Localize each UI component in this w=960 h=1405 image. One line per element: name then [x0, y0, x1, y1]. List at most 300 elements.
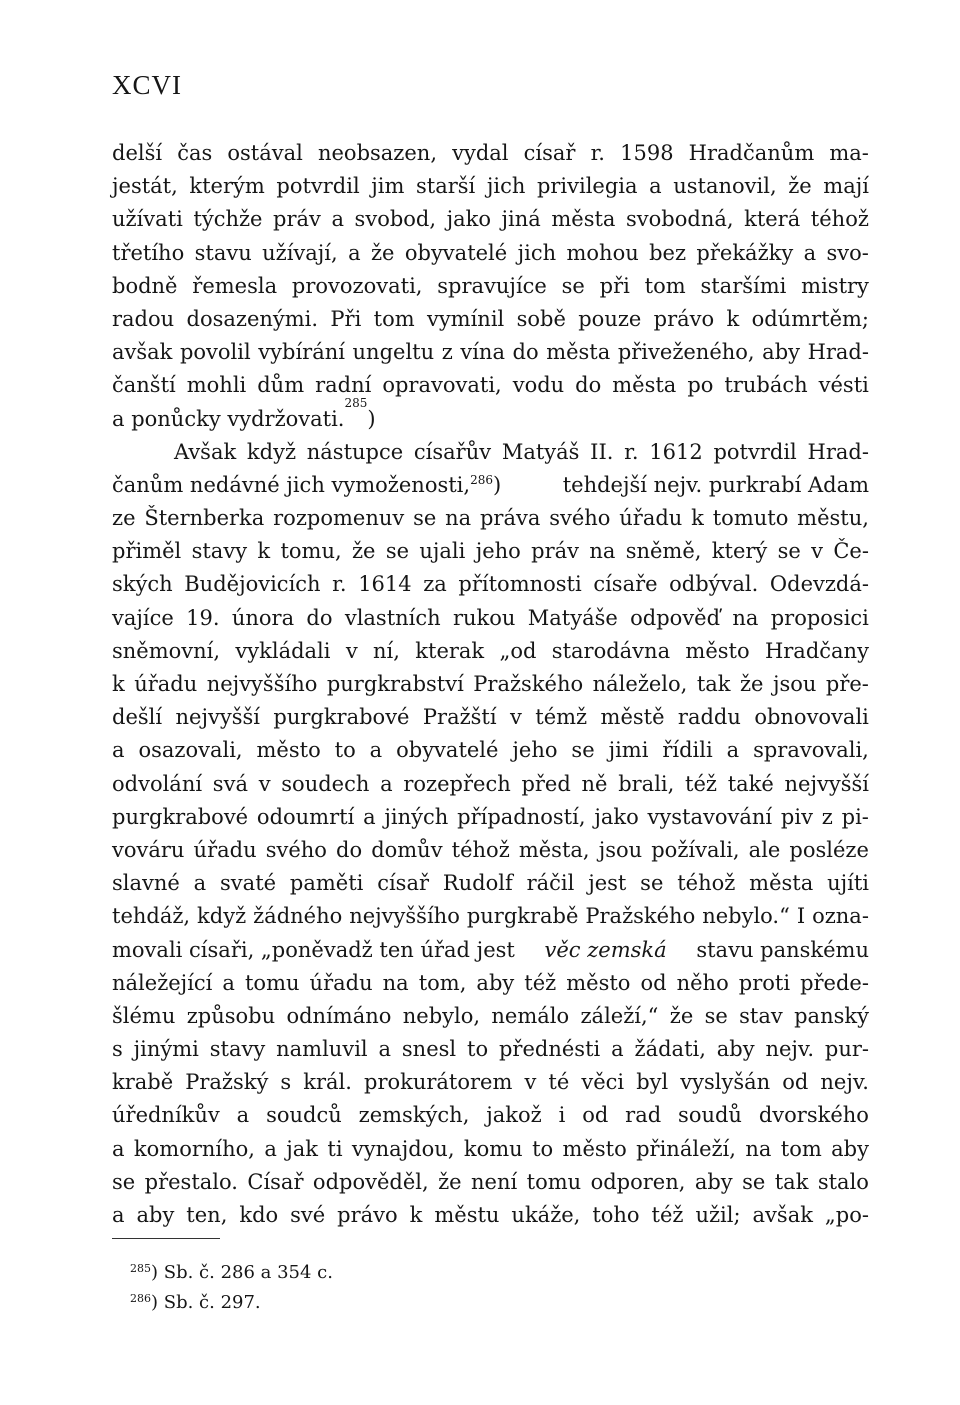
word: jako	[446, 207, 491, 232]
word: náležející	[112, 970, 213, 995]
word: úřadu	[193, 837, 257, 862]
word: do	[512, 340, 539, 365]
word: úřadu	[309, 970, 373, 995]
word: Rudolf	[442, 871, 513, 896]
word: slavné	[112, 871, 180, 896]
word: toho	[592, 1203, 640, 1227]
word: Hradčanům	[688, 141, 815, 165]
word: Šternberka	[144, 506, 265, 531]
word: pouze	[578, 306, 642, 331]
word: trubách	[724, 373, 808, 398]
word: císař	[523, 141, 576, 165]
word: I	[796, 904, 806, 929]
word: svobodná,	[626, 207, 734, 232]
word: Pražského	[585, 904, 696, 929]
word: městu,	[797, 506, 869, 531]
word: šlému	[112, 1003, 176, 1028]
word: vydal	[452, 141, 509, 165]
word: náleželo,	[592, 672, 688, 696]
word: v	[524, 1070, 537, 1095]
word: 1614	[358, 572, 412, 597]
word: čas	[177, 141, 213, 165]
word: ní,	[373, 638, 400, 663]
word: ale	[748, 837, 781, 862]
word: v	[345, 638, 358, 663]
word: Hrad-	[807, 340, 869, 365]
word: ráčil	[526, 871, 575, 896]
word: to	[467, 1037, 489, 1062]
word: raddu	[677, 705, 741, 730]
word: týchže	[193, 207, 263, 232]
word: vína	[460, 340, 505, 365]
word: že	[739, 672, 764, 696]
page-number: XCVI	[112, 70, 182, 100]
word: bodně	[112, 273, 178, 298]
word: zemských,	[358, 1103, 470, 1128]
word: osazovali,	[138, 738, 243, 763]
word: a	[112, 1203, 125, 1227]
word: práv	[531, 539, 579, 564]
word: užil;	[695, 1203, 741, 1227]
word: dvorského	[758, 1103, 869, 1128]
word: který	[711, 539, 768, 564]
text-line	[112, 369, 869, 402]
word: ských	[112, 572, 173, 597]
word: odúmrtěm;	[751, 306, 869, 331]
word: avšak	[112, 340, 173, 365]
word: r.	[590, 141, 605, 165]
word: Matyáše	[527, 605, 618, 630]
text-line	[112, 436, 869, 469]
word: město	[562, 1136, 627, 1161]
word: svobod,	[354, 207, 437, 232]
word: Hradčany	[764, 638, 869, 663]
italic-phrase: věc zemská	[544, 937, 667, 962]
word: práva	[479, 506, 541, 531]
word: se	[742, 1169, 766, 1194]
footnote-286	[130, 1288, 333, 1318]
word: Budějovicích	[184, 572, 321, 597]
word: Císař	[247, 1169, 304, 1194]
word: s	[112, 1037, 123, 1062]
word: jinými	[133, 1037, 199, 1062]
text-line	[112, 900, 869, 933]
word: rad	[625, 1103, 662, 1128]
word: jak	[286, 1136, 319, 1161]
word: února	[231, 605, 295, 630]
word: vlastních	[344, 605, 441, 630]
word: překážky	[696, 240, 794, 265]
word: jeho	[475, 539, 521, 564]
word: a	[363, 804, 376, 829]
word: a	[264, 1136, 277, 1161]
word: nástupce	[306, 439, 404, 464]
word: se	[704, 1003, 728, 1028]
word: ně	[581, 771, 608, 796]
word: brali,	[618, 771, 675, 796]
word: i	[558, 1103, 566, 1128]
word: že	[370, 240, 395, 265]
word: tak	[696, 672, 731, 696]
word: 1598	[620, 141, 674, 165]
word: ze	[112, 506, 136, 531]
word: domův	[371, 837, 443, 862]
word: k	[112, 672, 125, 696]
word: z	[821, 804, 833, 829]
word: tom,	[418, 970, 467, 995]
word: spravovali,	[753, 738, 869, 763]
word: se	[561, 273, 585, 298]
word: avšak	[752, 1203, 813, 1227]
word: proposici	[770, 605, 869, 630]
text-line	[112, 635, 869, 668]
word: která	[744, 207, 801, 232]
word: purgkrabství	[326, 672, 464, 696]
word: téhož	[451, 837, 510, 862]
word: mají	[823, 174, 869, 199]
footnote-mark: 285	[344, 395, 368, 410]
word: odpověděl,	[312, 1169, 429, 1194]
footnote-text: ) Sb. č. 297.	[151, 1292, 261, 1313]
word: téhož	[677, 871, 736, 896]
word: své	[290, 1203, 326, 1227]
word: mohou	[566, 240, 639, 265]
text-line	[112, 237, 869, 270]
word: že	[669, 1003, 694, 1028]
text-line	[112, 1099, 869, 1132]
word: komorního,	[133, 1136, 255, 1161]
word: aby	[476, 970, 515, 995]
word: užívati	[112, 207, 183, 232]
word: to	[334, 738, 356, 763]
word: snesl	[401, 1037, 457, 1062]
text-line	[112, 967, 869, 1000]
word: vésti	[818, 373, 869, 398]
footnote-mark: 286	[130, 1292, 151, 1305]
word: od	[640, 970, 667, 995]
word: vymínil	[426, 306, 505, 331]
text-line	[112, 602, 869, 635]
word: vybírání	[258, 340, 345, 365]
word: komu	[463, 1136, 523, 1161]
word: svo-	[826, 240, 869, 265]
word: obyvatelé	[404, 240, 508, 265]
word: úřadu	[619, 506, 683, 531]
word: tak	[774, 1169, 809, 1194]
word: řemesla	[192, 273, 278, 298]
word: záleží,“	[580, 1003, 659, 1028]
word: a	[331, 207, 344, 232]
text-line-content: a ponůcky vydržovati.	[112, 406, 345, 431]
word: jest	[588, 871, 627, 896]
word: též	[651, 1203, 684, 1227]
word: vajíce	[112, 605, 174, 630]
word: přednésti	[498, 1037, 601, 1062]
word: k	[409, 1203, 423, 1227]
word: proti	[738, 970, 791, 995]
word: piv	[780, 804, 813, 829]
word: odpověď	[630, 605, 721, 630]
footnotes	[130, 1258, 333, 1318]
word: přestalo.	[144, 1169, 238, 1194]
word: města	[546, 340, 611, 365]
word: a	[380, 771, 393, 796]
word: sněmovní,	[112, 638, 221, 663]
word: opravovati,	[382, 373, 502, 398]
word: města	[551, 207, 616, 232]
word: tomu	[526, 1169, 582, 1194]
text-line	[112, 336, 869, 369]
word: a	[222, 970, 235, 995]
word: rozepřech	[403, 771, 511, 796]
word: ungeltu	[352, 340, 435, 365]
word: král.	[303, 1070, 352, 1095]
text-line	[112, 701, 869, 734]
text-line	[112, 768, 869, 801]
footnote-divider	[112, 1238, 220, 1239]
word: žádati,	[634, 1037, 706, 1062]
word: třetího	[112, 240, 185, 265]
word: tehdáž,	[112, 904, 191, 929]
word: Če-	[833, 539, 869, 564]
word: nemálo	[491, 1003, 570, 1028]
word: jsou	[772, 672, 817, 696]
word: císařův	[413, 439, 492, 464]
word: na	[589, 539, 616, 564]
word: že	[438, 1169, 462, 1194]
word: stav	[739, 1003, 783, 1028]
word: a	[236, 1103, 250, 1128]
word: jiných	[384, 804, 449, 829]
word: paměti	[289, 871, 364, 896]
word: tom	[644, 273, 686, 298]
word: neobsazen,	[317, 141, 437, 165]
text-line	[112, 502, 869, 535]
word: právo	[337, 1203, 398, 1227]
word: spravujíce	[437, 273, 547, 298]
word: jich	[517, 240, 557, 265]
word: také	[727, 771, 774, 796]
word: městu	[434, 1203, 500, 1227]
word: nejvyšší	[784, 771, 869, 796]
word: sobě	[516, 306, 566, 331]
word: panský	[794, 1003, 869, 1028]
word: stalo	[817, 1169, 869, 1194]
word: nejvyššího	[206, 672, 318, 696]
word: se	[571, 738, 595, 763]
word: města	[612, 373, 677, 398]
word: povolil	[179, 340, 251, 365]
word: obyvatelé	[396, 738, 499, 763]
word: když	[197, 904, 247, 929]
word: jimi	[608, 738, 649, 763]
word: města,	[518, 837, 590, 862]
word: se	[385, 539, 410, 564]
word: od	[582, 1103, 609, 1128]
word: jsou	[598, 837, 643, 862]
word: rukou	[452, 605, 516, 630]
word: staršími	[700, 273, 787, 298]
text-line	[112, 1000, 869, 1033]
paragraph-2	[112, 436, 869, 1233]
word: tom	[373, 306, 415, 331]
text-line	[112, 303, 869, 336]
word: kterak	[415, 638, 485, 663]
text-line-content: čanům nedávné jich vymoženosti,$^{286}$)	[112, 472, 502, 497]
word: město	[566, 970, 631, 995]
word: stavy	[191, 539, 248, 564]
word: purgkrabové	[112, 804, 249, 829]
word: provozovati,	[291, 273, 423, 298]
text-line	[112, 734, 869, 767]
text-line: a ponůcky vydržovati. 285 )	[112, 403, 869, 436]
word: r.	[624, 439, 639, 464]
word: do	[336, 837, 363, 862]
word: jeho	[512, 738, 558, 763]
text-line	[112, 203, 869, 236]
text-line	[112, 170, 869, 203]
word: jako	[594, 804, 639, 829]
text-line	[112, 1133, 869, 1166]
word: před	[521, 771, 571, 796]
word: případností,	[457, 804, 586, 829]
word: téhož	[810, 207, 869, 232]
text-line	[112, 568, 869, 601]
word: radou	[112, 306, 175, 331]
word: po	[687, 373, 714, 398]
word: ustanovil,	[673, 174, 777, 199]
word: starší	[415, 174, 476, 199]
word: pi-	[841, 804, 869, 829]
word: Matyáš	[501, 439, 580, 464]
text-line	[112, 1199, 869, 1232]
word: se	[777, 539, 801, 564]
word: jiná	[501, 207, 541, 232]
word: a	[348, 240, 361, 265]
word: a	[369, 738, 383, 763]
word: Při	[330, 306, 362, 331]
text-line-content: movali císaři, „poněvadž ten úřad jest	[112, 937, 515, 962]
word: svaté	[220, 871, 277, 896]
word: užívají,	[262, 240, 338, 265]
word: v	[811, 539, 824, 564]
word: svého	[549, 506, 611, 531]
word: potvrdil	[713, 439, 797, 464]
word: ozna-	[812, 904, 869, 929]
word: k	[726, 306, 740, 331]
word: město	[685, 638, 750, 663]
footnote-text: ) Sb. č. 286 a 354 c.	[151, 1262, 333, 1283]
word: též	[685, 771, 717, 796]
word: na	[732, 605, 759, 630]
word: Odevzdá-	[769, 572, 869, 597]
word: v	[258, 771, 271, 796]
word: přede-	[800, 970, 869, 995]
word: ten,	[186, 1203, 228, 1227]
word: kterým	[189, 174, 265, 199]
word: odvolání	[112, 771, 203, 796]
word: stavy	[209, 1037, 266, 1062]
word: vystavování	[647, 804, 773, 829]
word: sněmě,	[625, 539, 702, 564]
word: delší	[112, 141, 163, 165]
word: není	[471, 1169, 518, 1194]
word: že	[351, 539, 376, 564]
word: vodu	[512, 373, 565, 398]
text-line	[112, 137, 869, 170]
word: za	[423, 572, 447, 597]
word: tomu,	[280, 539, 342, 564]
word: rozpomenuv	[273, 506, 405, 531]
text-line	[112, 1166, 869, 1199]
word: pře-	[825, 672, 869, 696]
word: při	[599, 273, 630, 298]
word: na	[382, 970, 409, 995]
text-line	[112, 1033, 869, 1066]
word: mistry	[801, 273, 869, 298]
word: soudech	[281, 771, 370, 796]
word: jich	[486, 174, 526, 199]
word: tom	[780, 1136, 822, 1161]
word: 1612	[649, 439, 703, 464]
word: a	[112, 738, 125, 763]
word: něho	[676, 970, 729, 995]
word: namluvil	[276, 1037, 368, 1062]
word: aby	[716, 1037, 755, 1062]
word: vyslyšán	[680, 1070, 771, 1095]
word: soudců	[266, 1103, 342, 1128]
word: a	[726, 738, 740, 763]
word: a	[803, 240, 817, 265]
text-line	[112, 834, 869, 867]
word: odoumrtí	[256, 804, 355, 829]
word: purgkrabové	[273, 705, 410, 730]
word: když	[246, 439, 297, 464]
word: a	[112, 1136, 125, 1161]
text-line-content: stavu panskému	[696, 937, 869, 962]
word: přiměl	[112, 539, 182, 564]
text-line	[112, 867, 869, 900]
word: svého	[265, 837, 327, 862]
word: Pražští	[422, 705, 497, 730]
word: Pražský	[185, 1070, 269, 1095]
word: vováru	[112, 837, 185, 862]
word: přítomnosti	[458, 572, 582, 597]
text-line-content: tehdejší nejv. purkrabí Adam	[562, 472, 869, 497]
word: s	[280, 1070, 292, 1095]
word: Hrad-	[807, 439, 869, 464]
word: do	[575, 373, 602, 398]
word: požívali,	[651, 837, 740, 862]
word: radní	[315, 373, 372, 398]
text-line	[112, 801, 869, 834]
word: právo	[653, 306, 715, 331]
word: císaře	[593, 572, 658, 597]
paragraph-1	[112, 137, 869, 436]
word: „od	[499, 638, 537, 663]
word: čanští	[112, 373, 176, 398]
word: II.	[590, 439, 614, 464]
word: a	[649, 174, 662, 199]
footnote-mark: 285	[130, 1262, 151, 1275]
word: od	[782, 1070, 809, 1095]
word: ma-	[829, 141, 869, 165]
word: k	[691, 506, 704, 531]
word: Avšak	[174, 439, 237, 464]
word: bez	[649, 240, 687, 265]
word: obnovovali	[754, 705, 869, 730]
word: úředníkův	[112, 1103, 220, 1128]
